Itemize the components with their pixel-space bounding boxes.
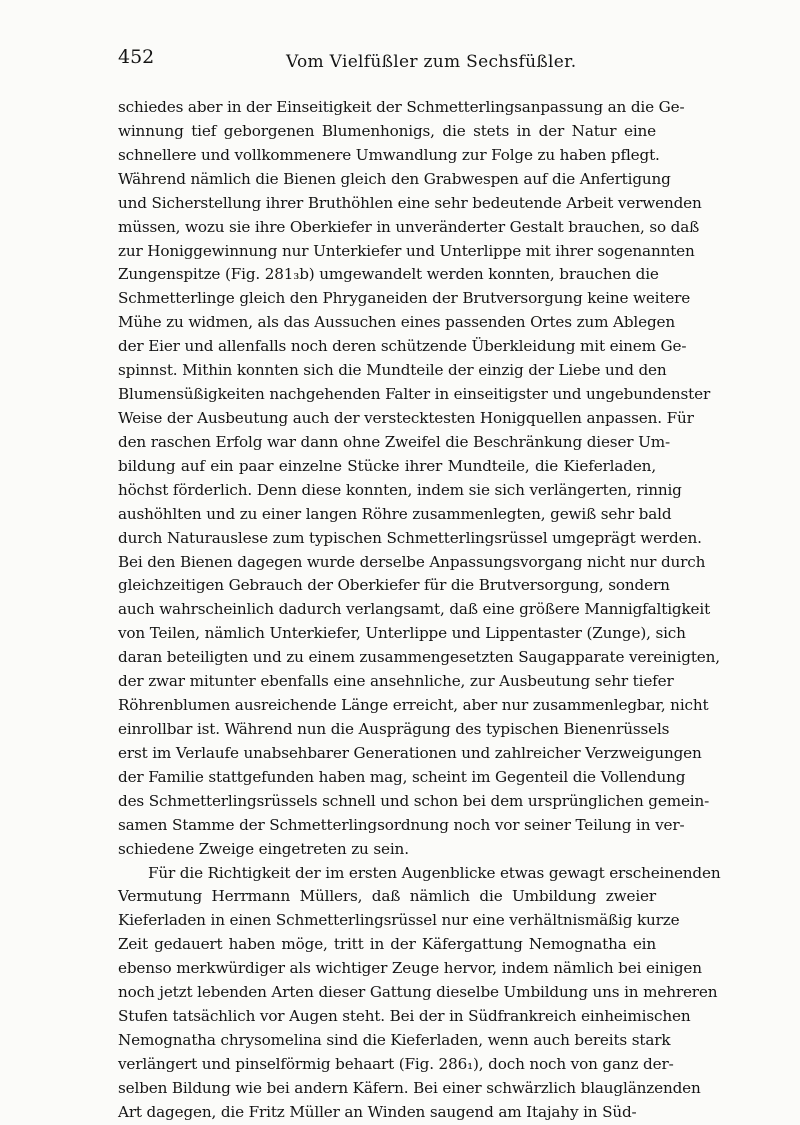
text-line: der zwar mitunter ebenfalls eine ansehnliche, zur Ausbeutung sehr tiefer bbox=[118, 672, 674, 691]
text-line: samen Stamme der Schmetterlingsordnung noch vor seiner Teilung in ver- bbox=[118, 815, 685, 834]
body-text bbox=[118, 96, 721, 1125]
text-line: Mühe zu widmen, als das Aussuchen eines passenden Ortes zum Ablegen bbox=[118, 313, 675, 332]
text-line: höchst förderlich. Denn diese konnten, indem sie sich verlängerten, rinnig bbox=[118, 480, 682, 499]
text-line: Zeit gedauert haben möge, tritt in der Käfergattung Nemognatha ein bbox=[118, 935, 656, 954]
text-line: Röhrenblumen ausreichende Länge erreicht, aber nur zusammenlegbar, nicht bbox=[118, 696, 709, 715]
text-line: einrollbar ist. Während nun die Ausprägung des typischen Bienenrüssels bbox=[118, 719, 670, 738]
text-line: Stufen tatsächlich vor Augen steht. Bei der in Südfrankreich einheimischen bbox=[118, 1007, 691, 1026]
running-head: Vom Vielfüßler zum Sechsfüßler. bbox=[286, 52, 577, 72]
text-line: Während nämlich die Bienen gleich den Grabwespen auf die Anfertigung bbox=[118, 169, 671, 188]
text-line: und Sicherstellung ihrer Bruthöhlen eine sehr bedeutende Arbeit verwenden bbox=[118, 193, 702, 212]
text-line: aushöhlten und zu einer langen Röhre zusammenlegten, gewiß sehr bald bbox=[118, 504, 672, 523]
text-line: müssen, wozu sie ihre Oberkiefer in unveränderter Gestalt brauchen, so daß bbox=[118, 217, 700, 236]
text-line: noch jetzt lebenden Arten dieser Gattung dieselbe Umbildung uns in mehreren bbox=[118, 983, 718, 1002]
text-line: erst im Verlaufe unabsehbarer Generationen und zahlreicher Verzweigungen bbox=[118, 743, 702, 762]
text-line: schiedene Zweige eingetreten zu sein. bbox=[118, 839, 409, 858]
text-line: Vermutung Herrmann Müllers, daß nämlich die Umbildung zweier bbox=[118, 887, 656, 906]
text-line: Zungenspitze (Fig. 281₃b) umgewandelt werden konnten, brauchen die bbox=[118, 265, 659, 284]
text-line: Kieferladen in einen Schmetterlingsrüssel nur eine verhältnismäßig kurze bbox=[118, 911, 680, 930]
text-line: Blumensüßigkeiten nachgehenden Falter in einseitigster und ungebundenster bbox=[118, 385, 711, 404]
text-line: der Eier und allenfalls noch deren schützende Überkleidung mit einem Ge- bbox=[118, 337, 687, 356]
text-line: Nemognatha chrysomelina sind die Kieferladen, wenn auch bereits stark bbox=[118, 1030, 671, 1049]
text-line: Für die Richtigkeit der im ersten Augenblicke etwas gewagt erscheinenden bbox=[148, 863, 721, 882]
text-line: Bei den Bienen dagegen wurde derselbe Anpassungsvorgang nicht nur durch bbox=[118, 552, 706, 571]
text-line: zur Honiggewinnung nur Unterkiefer und Unterlippe mit ihrer sogenannten bbox=[118, 241, 695, 260]
text-line: der Familie stattgefunden haben mag, scheint im Gegenteil die Vollendung bbox=[118, 767, 686, 786]
text-line: selben Bildung wie bei andern Käfern. Bei einer schwärzlich blauglänzenden bbox=[118, 1078, 701, 1097]
text-line: daran beteiligten und zu einem zusammengesetzten Saugapparate vereinigten, bbox=[118, 648, 720, 667]
page-number: 452 bbox=[118, 46, 155, 68]
text-line: durch Naturauslese zum typischen Schmetterlingsrüssel umgeprägt werden. bbox=[118, 528, 702, 547]
text-line: gleichzeitigen Gebrauch der Oberkiefer für die Brutversorgung, sondern bbox=[118, 576, 670, 595]
paragraph bbox=[118, 96, 720, 862]
text-line: Weise der Ausbeutung auch der verstecktesten Honigquellen anpassen. Für bbox=[118, 408, 694, 427]
text-line: von Teilen, nämlich Unterkiefer, Unterlippe und Lippentaster (Zunge), sich bbox=[118, 624, 686, 643]
paragraph bbox=[118, 862, 721, 1125]
text-line: verlängert und pinselförmig behaart (Fig. 286₁), doch noch von ganz der- bbox=[118, 1054, 674, 1073]
text-line: des Schmetterlingsrüssels schnell und schon bei dem ursprünglichen gemein- bbox=[118, 791, 710, 810]
text-line: den raschen Erfolg war dann ohne Zweifel die Beschränkung dieser Um- bbox=[118, 432, 670, 451]
text-line: ebenso merkwürdiger als wichtiger Zeuge hervor, indem nämlich bei einigen bbox=[118, 959, 702, 978]
text-line: spinnst. Mithin konnten sich die Mundteile der einzig der Liebe und den bbox=[118, 361, 667, 380]
text-line: winnung tief geborgenen Blumenhonigs, die stets in der Natur eine bbox=[118, 121, 656, 140]
text-line: Schmetterlinge gleich den Phryganeiden der Brutversorgung keine weitere bbox=[118, 289, 691, 308]
text-line: bildung auf ein paar einzelne Stücke ihrer Mundteile, die Kieferladen, bbox=[118, 456, 656, 475]
text-line: Art dagegen, die Fritz Müller an Winden saugend am Itajahy in Süd- bbox=[118, 1102, 637, 1121]
text-line: schiedes aber in der Einseitigkeit der Schmetterlingsanpassung an die Ge- bbox=[118, 98, 685, 116]
text-line: auch wahrscheinlich dadurch verlangsamt, daß eine größere Mannigfaltigkeit bbox=[118, 600, 711, 619]
text-line: schnellere und vollkommenere Umwandlung zur Folge zu haben pflegt. bbox=[118, 145, 660, 164]
